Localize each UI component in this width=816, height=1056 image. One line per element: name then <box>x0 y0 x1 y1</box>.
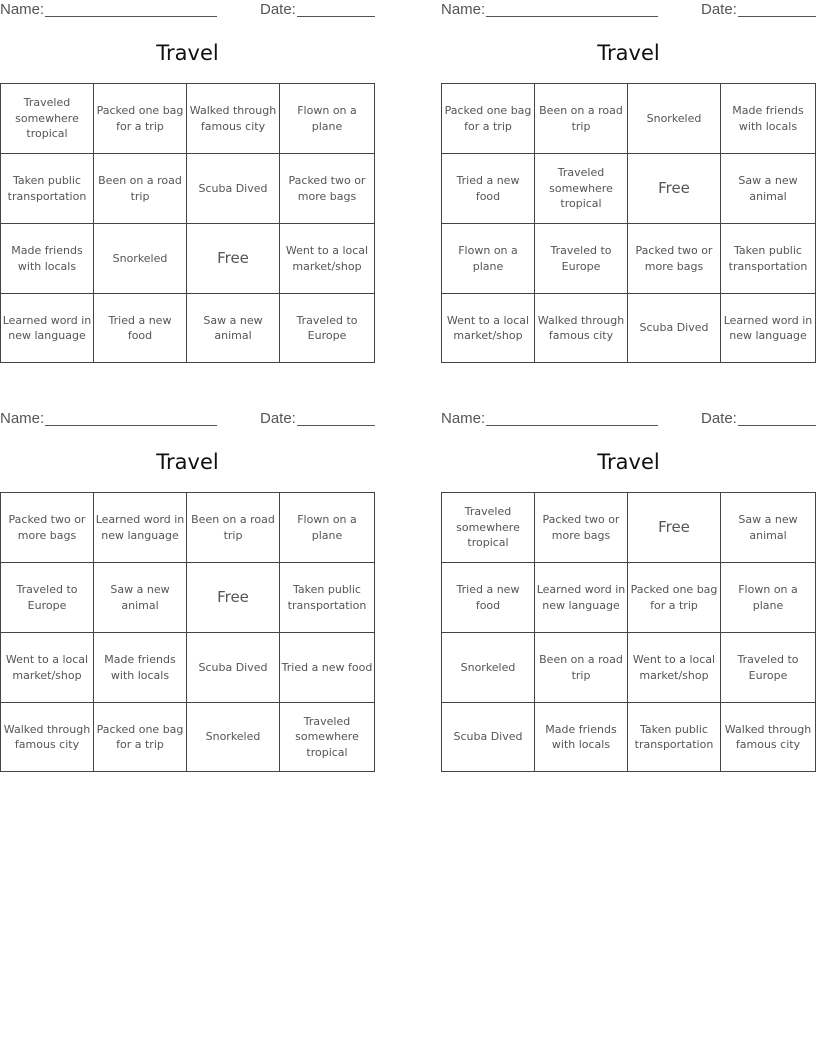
bingo-cell[interactable]: Taken public transportation <box>280 563 374 633</box>
bingo-cell[interactable]: Traveled somewhere tropical <box>295 714 359 759</box>
bingo-cell[interactable]: Scuba Dived <box>187 154 280 224</box>
bingo-free-cell[interactable]: Free <box>628 154 721 224</box>
bingo-cell[interactable]: Tried a new food <box>442 563 535 633</box>
date-field[interactable] <box>297 425 375 426</box>
bingo-free-cell[interactable]: Free <box>187 563 280 633</box>
bingo-cell[interactable]: Walked through famous city <box>535 294 628 362</box>
bingo-cell[interactable]: Learned word in new language <box>94 493 187 563</box>
name-label: Name: <box>441 1 486 18</box>
bingo-cell[interactable]: Saw a new animal <box>187 294 280 362</box>
date-label: Date: <box>260 410 296 427</box>
bingo-cell[interactable]: Flown on a plane <box>721 563 815 633</box>
date-field[interactable] <box>738 425 816 426</box>
bingo-cell[interactable]: Walked through famous city <box>724 722 812 751</box>
bingo-cell[interactable]: Made friends with locals <box>1 224 94 294</box>
bingo-cell[interactable]: Traveled to Europe <box>1 563 94 633</box>
bingo-grid <box>0 492 375 772</box>
bingo-cell[interactable]: Went to a local market/shop <box>628 633 721 703</box>
bingo-cell[interactable]: Learned word in new language <box>723 313 813 342</box>
bingo-cell[interactable]: Snorkeled <box>628 84 721 154</box>
name-field[interactable] <box>45 16 217 17</box>
bingo-cell[interactable]: Went to a local market/shop <box>280 224 374 294</box>
card-title: Travel <box>597 41 660 65</box>
bingo-cell[interactable]: Taken public transportation <box>628 703 721 771</box>
card-title: Travel <box>597 450 660 474</box>
bingo-cell[interactable]: Traveled to Europe <box>296 313 358 342</box>
bingo-cell[interactable]: Traveled somewhere tropical <box>1 84 94 154</box>
bingo-cell[interactable]: Made friends with locals <box>535 703 628 771</box>
date-field[interactable] <box>738 16 816 17</box>
bingo-cell[interactable]: Flown on a plane <box>442 224 535 294</box>
bingo-cell[interactable]: Packed two or more bags <box>535 493 628 563</box>
bingo-cell[interactable]: Traveled somewhere tropical <box>535 154 628 224</box>
bingo-cell[interactable]: Tried a new food <box>442 154 535 224</box>
bingo-cell[interactable]: Tried a new food <box>280 633 374 703</box>
bingo-cell[interactable]: Taken public transportation <box>721 224 815 294</box>
bingo-cell[interactable]: Flown on a plane <box>280 493 374 563</box>
bingo-cell[interactable]: Snorkeled <box>94 224 187 294</box>
bingo-cell[interactable]: Learned word in new language <box>1 294 94 362</box>
card-title: Travel <box>156 41 219 65</box>
bingo-cell[interactable]: Walked through famous city <box>187 84 280 154</box>
name-field[interactable] <box>486 425 658 426</box>
name-label: Name: <box>0 410 45 427</box>
bingo-cell[interactable]: Packed two or more bags <box>280 154 374 224</box>
bingo-cell[interactable]: Packed two or more bags <box>1 493 94 563</box>
bingo-cell[interactable]: Packed one bag for a trip <box>94 703 187 771</box>
bingo-cell[interactable]: Been on a road trip <box>187 493 280 563</box>
bingo-cell[interactable]: Traveled to Europe <box>535 224 628 294</box>
date-field[interactable] <box>297 16 375 17</box>
card-header <box>0 409 375 429</box>
name-label: Name: <box>0 1 45 18</box>
bingo-cell[interactable]: Packed one bag for a trip <box>442 84 535 154</box>
name-label: Name: <box>441 410 486 427</box>
bingo-cell[interactable]: Made friends with locals <box>94 633 187 703</box>
bingo-cell[interactable]: Snorkeled <box>187 703 280 771</box>
card-header <box>441 0 816 20</box>
bingo-cell[interactable]: Made friends with locals <box>721 84 815 154</box>
bingo-cell[interactable]: Packed one bag for a trip <box>628 563 721 633</box>
bingo-cell[interactable]: Went to a local market/shop <box>1 633 94 703</box>
bingo-cell[interactable]: Saw a new animal <box>721 493 815 563</box>
bingo-grid <box>441 83 816 363</box>
bingo-cell[interactable]: Saw a new animal <box>94 563 187 633</box>
bingo-cell[interactable]: Scuba Dived <box>628 294 721 362</box>
bingo-cell[interactable]: Been on a road trip <box>535 84 628 154</box>
bingo-cell[interactable]: Tried a new food <box>94 294 187 362</box>
name-field[interactable] <box>45 425 217 426</box>
bingo-grid <box>441 492 816 772</box>
card-title: Travel <box>156 450 219 474</box>
bingo-cell[interactable]: Been on a road trip <box>535 633 628 703</box>
bingo-cell[interactable]: Traveled somewhere tropical <box>442 493 535 563</box>
bingo-cell[interactable]: Learned word in new language <box>535 563 628 633</box>
bingo-cell[interactable]: Went to a local market/shop <box>442 294 535 362</box>
bingo-cell[interactable]: Packed one bag for a trip <box>94 84 187 154</box>
date-label: Date: <box>701 410 737 427</box>
bingo-cell[interactable]: Scuba Dived <box>187 633 280 703</box>
bingo-cell[interactable]: Packed two or more bags <box>628 224 721 294</box>
bingo-cell[interactable]: Been on a road trip <box>94 154 187 224</box>
card-header <box>0 0 375 20</box>
bingo-grid <box>0 83 375 363</box>
date-label: Date: <box>260 1 296 18</box>
bingo-cell[interactable]: Saw a new animal <box>721 154 815 224</box>
date-label: Date: <box>701 1 737 18</box>
name-field[interactable] <box>486 16 658 17</box>
bingo-free-cell[interactable]: Free <box>187 224 280 294</box>
bingo-cell[interactable]: Flown on a plane <box>280 84 374 154</box>
card-header <box>441 409 816 429</box>
bingo-cell[interactable]: Snorkeled <box>442 633 535 703</box>
bingo-cell[interactable]: Traveled to Europe <box>721 633 815 703</box>
bingo-cell[interactable]: Taken public transportation <box>1 154 94 224</box>
bingo-free-cell[interactable]: Free <box>628 493 721 563</box>
bingo-cell[interactable]: Walked through famous city <box>1 703 94 771</box>
bingo-cell[interactable]: Scuba Dived <box>442 703 535 771</box>
